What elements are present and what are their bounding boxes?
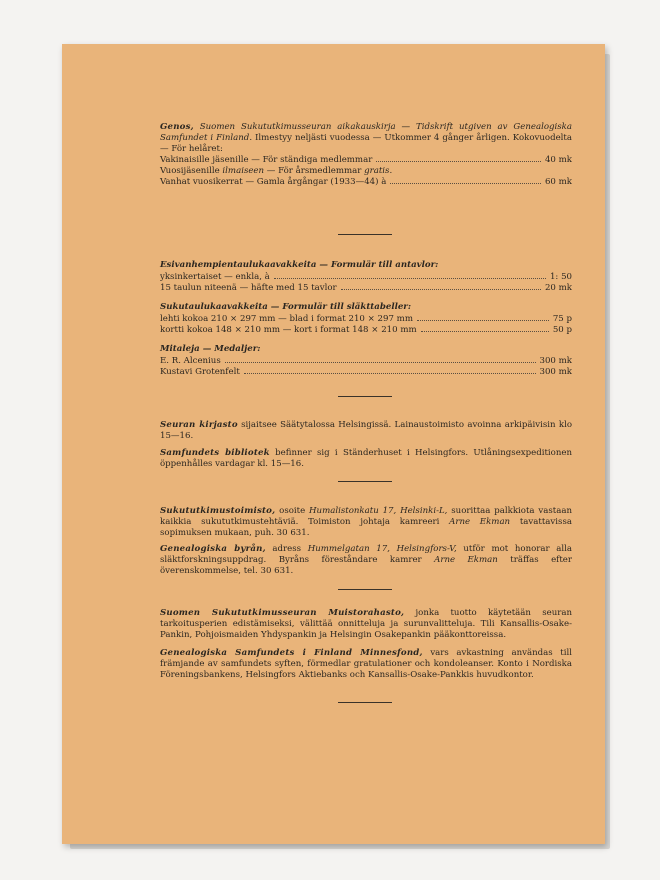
office-sv-title: Genealogiska byrån, xyxy=(160,544,266,554)
fund-fi xyxy=(160,608,572,641)
price-label: Vanhat vuosikerrat — Gamla årgångar (1933—44) à xyxy=(160,177,387,187)
forms-antavlor-section xyxy=(160,260,572,294)
library-fi xyxy=(160,420,572,442)
fund-sv-text: vars avkastning användas till främjande av samfundets syften, förmedlar gratulationer och kondoleanser. Konto i Nordiska Föreningsbankens, Helsingfors Aktiebanks och Kansallis-Osake-Pankkis huvudkontor. xyxy=(160,648,573,680)
section-heading: Sukutaulukaavakkeita — Formulär till släkttabeller: xyxy=(160,302,412,312)
price-value: 40 mk xyxy=(544,155,572,165)
divider xyxy=(338,396,392,397)
office-fi-title: Sukututkimustoimisto, xyxy=(160,506,276,516)
office-fi-address: Humalistonkatu 17, Helsinki-L, xyxy=(309,506,448,516)
office-fi-manager: Arne Ekman xyxy=(449,517,511,527)
price-row xyxy=(160,177,572,188)
price-row: 15 taulun niteenä — häfte med 15 tavlor 20 mk xyxy=(160,283,572,293)
price-value: 60 mk xyxy=(544,177,572,187)
genos-subtitle-fi: Suomen Sukututkimusseuran aikakauskirja — xyxy=(199,122,411,132)
price-row: Kustavi Grotenfelt 300 mk xyxy=(160,367,572,377)
book-back-cover xyxy=(62,44,605,844)
price-row: kortti kokoa 148 × 210 mm — kort i format 148 × 210 mm 50 p xyxy=(160,325,572,335)
price-row: lehti kokoa 210 × 297 mm — blad i format 210 × 297 mm 75 p xyxy=(160,314,572,324)
genos-text: Ilmestyy neljästi vuodessa — Utkommer 4 gånger årligen. Kokovuodelta — För helåret: xyxy=(160,133,572,154)
fund-sv-title: Genealogiska Samfundets i Finland Minnesfond, xyxy=(160,648,423,658)
library-sv-title: Samfundets bibliotek xyxy=(160,448,270,458)
divider xyxy=(338,481,392,482)
genos-subtitle-sv: Tidskrift utgiven av Genealogiska Samfundet i Finland. xyxy=(160,122,573,143)
fund-sv xyxy=(160,648,572,681)
office-sv: Genealogiska byrån, adress Hummelgatan 17, Helsingfors-V, utför mot honorar alla släktforskningsuppdrag. Byråns föreståndare kamrer Arne Ekman träffas efter överenskommelse, tel. 30 631. xyxy=(160,544,573,576)
fund-fi-text: jonka tuotto käytetään seuran tarkoitusperien edistämiseksi, välittää onnitteluja ja surunvalitteluja. Tili Kansallis-Osake-Pankin, Pohjoismaiden Yhdyspankin ja Helsingin Osakepankin pääkonttoreissa. xyxy=(160,608,572,640)
office-sv-address: Hummelgatan 17, Helsingfors-V, xyxy=(307,544,457,554)
price-label: Vakinaisille jäsenille — För ständiga medlemmar xyxy=(160,155,373,165)
library-sv-text: befinner sig i Ständerhuset i Helsingfors. Utlåningsexpeditionen öppenhålles vardagar kl. 15—16. xyxy=(160,448,572,469)
divider xyxy=(338,702,392,703)
divider xyxy=(338,589,392,590)
section-heading: Esivanhempientaulukaavakkeita — Formulär till antavlor: xyxy=(160,260,439,270)
divider xyxy=(338,234,392,235)
section-heading: Mitaleja — Medaljer: xyxy=(160,344,261,354)
genos-intro xyxy=(160,122,572,155)
genos-title: Genos, xyxy=(160,122,194,132)
price-row xyxy=(160,155,572,166)
office-fi: Sukututkimustoimisto, osoite Humalistonkatu 17, Helsinki-L, suorittaa palkkiota vastaan kaikkia sukututkimustehtäviä. Toimiston johtaja kamreeri Arne Ekman tavattavissa sopimuksen mukaan, puh. 30 631. xyxy=(160,506,572,538)
library-fi-title: Seuran kirjasto xyxy=(160,420,238,430)
forms-slakttabeller-section xyxy=(160,302,572,336)
library-fi-text: sijaitsee Säätytalossa Helsingissä. Lainaustoimisto avoinna arkipäivisin klo 15—16. xyxy=(160,420,572,441)
library-sv xyxy=(160,448,572,470)
genos-section xyxy=(160,122,572,188)
office-sv-manager: Arne Ekman xyxy=(434,555,498,565)
price-row: E. R. Alcenius 300 mk xyxy=(160,356,572,366)
fund-fi-title: Suomen Sukututkimusseuran Muistorahasto, xyxy=(160,608,405,618)
medals-section xyxy=(160,344,572,378)
price-row: yksinkertaiset — enkla, à 1: 50 xyxy=(160,272,572,282)
price-row: Vuosijäsenille ilmaiseen — För årsmedlemmar gratis. xyxy=(160,166,393,176)
